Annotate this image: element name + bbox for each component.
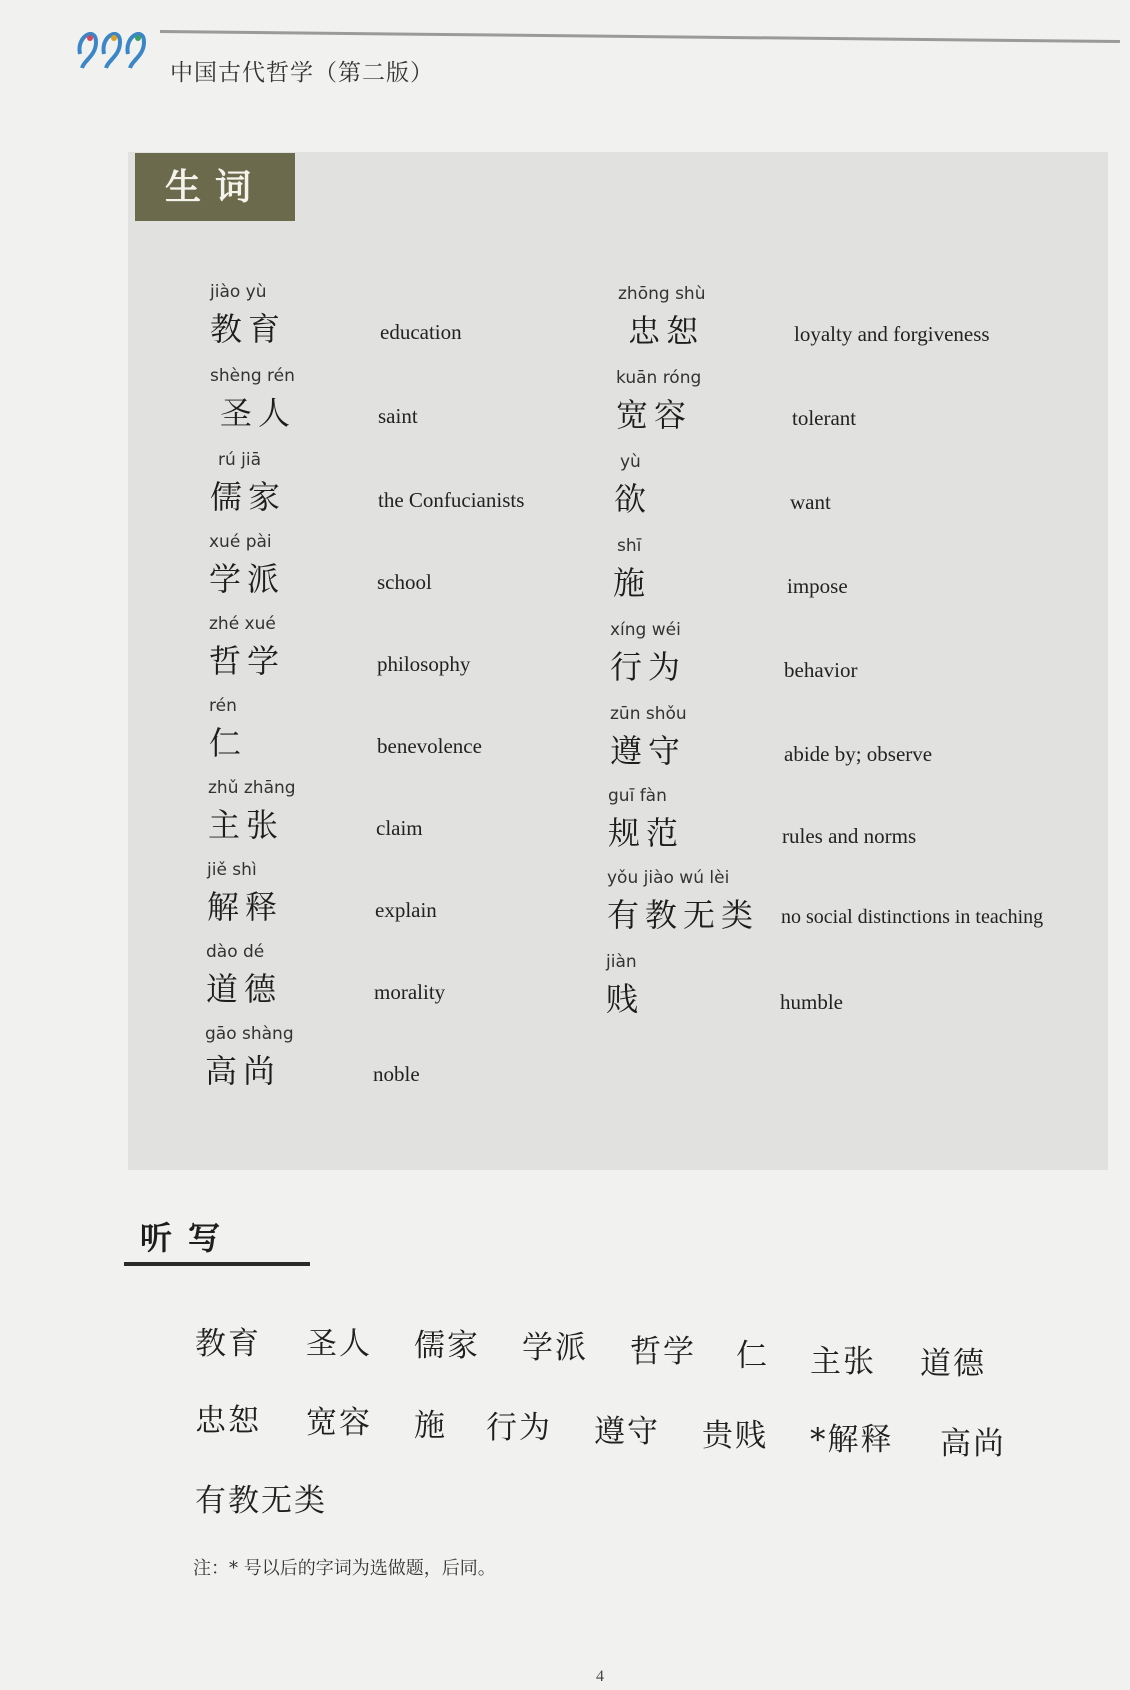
hanzi: 仁 [209, 724, 248, 762]
hanzi: 高尚 [205, 1052, 282, 1090]
meaning: loyalty and forgiveness [794, 322, 990, 346]
dictation-word: 教育 [195, 1326, 261, 1362]
meaning: humble [780, 990, 843, 1014]
meaning: saint [378, 404, 418, 428]
dictation-word: 贵贱 [702, 1418, 768, 1454]
pinyin: guī fàn [608, 786, 667, 806]
vocab-entry [610, 620, 1130, 700]
meaning: school [377, 570, 432, 594]
hanzi: 行为 [610, 648, 687, 686]
dictation-word: 高尚 [940, 1426, 1006, 1462]
dictation-word: 有教无类 [195, 1483, 327, 1519]
book-title: 中国古代哲学（第二版） [170, 60, 434, 86]
hanzi: 道德 [206, 970, 283, 1008]
meaning: impose [787, 574, 848, 598]
pinyin: jiě shì [207, 860, 257, 880]
series-logo-icon [74, 16, 158, 70]
hanzi: 施 [613, 564, 652, 602]
hanzi: 儒家 [210, 478, 287, 516]
vocab-entry [608, 786, 1128, 866]
meaning: benevolence [377, 734, 482, 758]
pinyin: xíng wéi [610, 620, 681, 640]
hanzi: 教育 [210, 310, 287, 348]
hanzi: 主张 [208, 806, 285, 844]
meaning: claim [376, 816, 423, 840]
meaning: no social distinctions in teaching [781, 906, 1044, 928]
pinyin: kuān róng [616, 368, 702, 388]
vocab-entry [613, 536, 1130, 616]
hanzi: 贱 [606, 980, 645, 1018]
pinyin: zhǔ zhāng [208, 778, 296, 798]
meaning: explain [375, 898, 437, 922]
hanzi: 规范 [608, 814, 685, 852]
hanzi: 忠恕 [628, 312, 705, 350]
vocab-entry [610, 704, 1130, 784]
meaning: morality [374, 980, 446, 1004]
pinyin: jiàn [606, 952, 637, 972]
meaning: philosophy [377, 652, 471, 676]
vocab-entry [606, 952, 1126, 1032]
meaning: behavior [784, 658, 858, 682]
hanzi: 解释 [207, 888, 284, 926]
dictation-word: 遵守 [594, 1414, 660, 1450]
pinyin: yù [620, 452, 641, 472]
vocab-entry [607, 868, 1127, 948]
pinyin: yǒu jiào wú lèi [607, 868, 730, 888]
dictation-word: *解释 [810, 1422, 894, 1458]
vocab-entry [614, 452, 1130, 532]
pinyin: dào dé [206, 942, 265, 962]
dictation-word: 学派 [522, 1330, 588, 1366]
dictation-word: 儒家 [414, 1328, 480, 1364]
vocab-entry [616, 368, 1130, 448]
hanzi: 宽容 [616, 396, 693, 434]
dictation-word: 哲学 [630, 1334, 696, 1370]
hanzi: 学派 [209, 560, 286, 598]
dictation-word: 圣人 [306, 1326, 372, 1362]
dictation-word: 宽容 [306, 1405, 372, 1441]
dictation-word: 施 [414, 1408, 447, 1444]
dictation-word: 行为 [486, 1410, 552, 1446]
hanzi: 哲学 [209, 642, 286, 680]
dictation-word: 仁 [736, 1338, 769, 1374]
hanzi: 欲 [614, 480, 653, 518]
pinyin: shī [617, 536, 642, 556]
vocab-entry [205, 1024, 725, 1104]
vocab-entry [618, 284, 1130, 364]
meaning: abide by; observe [784, 742, 933, 766]
pinyin: zhōng shù [618, 284, 706, 304]
dictation-heading: 听写 [140, 1219, 237, 1257]
meaning: noble [373, 1062, 420, 1086]
dictation-word: 忠恕 [195, 1403, 261, 1439]
meaning: rules and norms [782, 824, 917, 848]
dictation-rule [124, 1262, 310, 1266]
header-rule [160, 30, 1120, 43]
dictation-word: 道德 [920, 1346, 986, 1382]
pinyin: zūn shǒu [610, 704, 687, 724]
pinyin: gāo shàng [205, 1024, 294, 1044]
pinyin: rén [209, 696, 237, 716]
hanzi: 圣人 [220, 394, 297, 432]
hanzi: 遵守 [610, 732, 687, 770]
meaning: want [790, 490, 831, 514]
pinyin: rú jiā [218, 450, 262, 470]
meaning: the Confucianists [378, 488, 525, 512]
pinyin: shèng rén [210, 366, 295, 386]
dictation-word: 主张 [810, 1344, 876, 1380]
vocabulary-heading: 生词 [135, 153, 295, 221]
pinyin: jiào yù [210, 282, 267, 302]
meaning: education [380, 320, 462, 344]
meaning: tolerant [792, 406, 857, 430]
page-number: 4 [596, 1668, 604, 1685]
pinyin: xué pài [209, 532, 272, 552]
footnote: 注：* 号以后的字词为选做题，后同。 [193, 1558, 496, 1579]
pinyin: zhé xué [209, 614, 276, 634]
hanzi: 有教无类 [607, 896, 760, 934]
